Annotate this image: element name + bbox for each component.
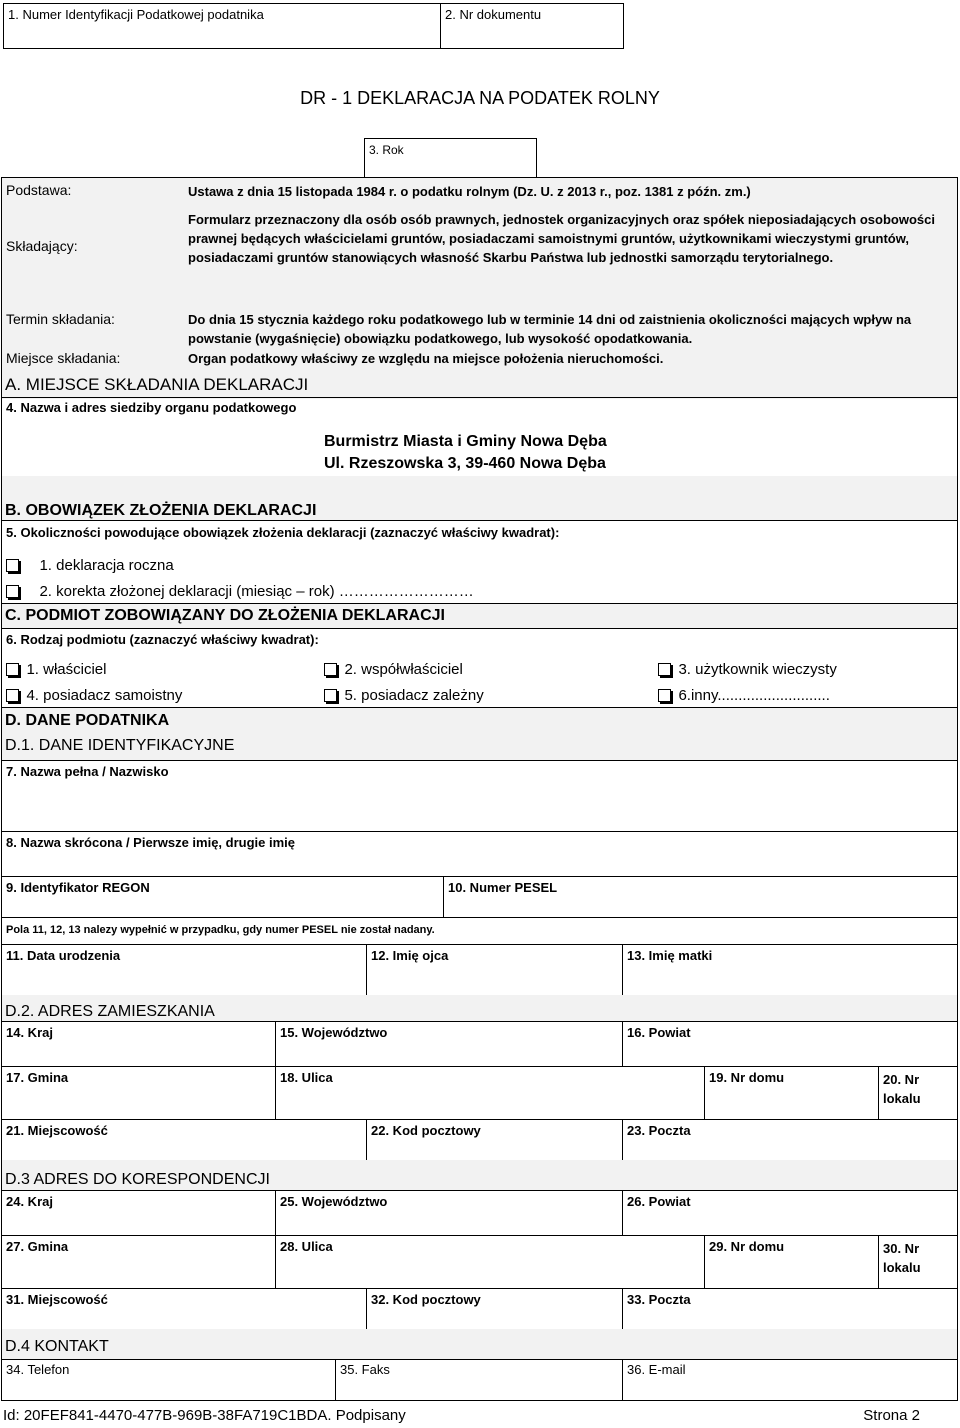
f11-label: 11. Data urodzenia xyxy=(6,948,121,963)
f15-label: 15. Województwo xyxy=(280,1025,388,1040)
f22-label: 22. Kod pocztowy xyxy=(371,1123,481,1138)
c-option-1[interactable] xyxy=(6,661,106,679)
podstawa-label: Podstawa: xyxy=(6,182,72,198)
f30-label: 30. Nr lokalu xyxy=(883,1241,921,1275)
house-number-field[interactable] xyxy=(704,1066,879,1120)
f31-label: 31. Miejscowość xyxy=(6,1292,108,1307)
f18-label: 18. Ulica xyxy=(280,1070,333,1085)
checkbox-icon[interactable] xyxy=(324,663,337,676)
c-option-5-label: 5. posiadacz zależny xyxy=(344,687,484,704)
organ-line1: Burmistrz Miasta i Gminy Nowa Dęba xyxy=(324,433,607,450)
c-option-4-label: 4. posiadacz samoistny xyxy=(26,687,183,704)
skladajacy-text: Formularz przeznaczony dla osób osób prawnych, jednostek organizacyjnych oraz spółek nieposiadających osobowości prawnej będących właścicielami gruntów, posiadaczami samoistnymi gruntów, użytkownikami wieczystymi gruntów, posiadaczami gruntów stanowiących własność Skarbu Państwa lub jednostki samorządu terytorialnego. xyxy=(188,212,935,265)
b-option-1-label: 1. deklaracja roczna xyxy=(39,557,174,574)
f23-label: 23. Poczta xyxy=(627,1123,691,1138)
phone-field[interactable] xyxy=(1,1359,336,1401)
f27-label: 27. Gmina xyxy=(6,1239,69,1254)
f16-label: 16. Powiat xyxy=(627,1025,691,1040)
f24-label: 24. Kraj xyxy=(6,1194,53,1209)
skladajacy-label: Składający: xyxy=(6,238,78,254)
c-option-2[interactable] xyxy=(324,661,463,679)
year-field[interactable] xyxy=(364,138,537,178)
post-office-field[interactable] xyxy=(622,1119,958,1161)
c-option-6-label: 6.inny........................... xyxy=(678,687,830,704)
checkbox-icon[interactable] xyxy=(658,689,671,702)
corr-street-field[interactable] xyxy=(275,1235,705,1289)
c-option-6[interactable] xyxy=(658,687,830,705)
f34-label: 34. Telefon xyxy=(6,1362,70,1377)
c-option-5[interactable] xyxy=(324,687,484,705)
fax-field[interactable] xyxy=(335,1359,623,1401)
f33-label: 33. Poczta xyxy=(627,1292,691,1307)
field6-label: 6. Rodzaj podmiotu (zaznaczyć właściwy kwadrat): xyxy=(6,632,319,647)
corr-county-field[interactable] xyxy=(622,1190,958,1236)
termin-label: Termin składania: xyxy=(6,311,115,327)
regon-field[interactable] xyxy=(1,876,444,918)
f35-label: 35. Faks xyxy=(340,1362,390,1377)
page-title: DR - 1 DEKLARACJA NA PODATEK ROLNY xyxy=(300,88,660,108)
f13-label: 13. Imię matki xyxy=(627,948,713,963)
voivodeship-field[interactable] xyxy=(275,1021,623,1067)
c-option-3-label: 3. użytkownik wieczysty xyxy=(678,661,837,678)
birthdate-field[interactable] xyxy=(1,944,367,996)
checkbox-icon[interactable] xyxy=(6,663,19,676)
field5-label: 5. Okoliczności powodujące obowiązek złożenia deklaracji (zaznaczyć właściwy kwadrat): xyxy=(6,525,560,540)
d1-title: D.1. DANE IDENTYFIKACYJNE xyxy=(5,737,235,754)
d4-title: D.4 KONTAKT xyxy=(5,1338,109,1355)
f12-label: 12. Imię ojca xyxy=(371,948,449,963)
f17-label: 17. Gmina xyxy=(6,1070,69,1085)
section-c-title: C. PODMIOT ZOBOWIĄZANY DO ZŁOŻENIA DEKLARACJI xyxy=(5,607,445,624)
checkbox-icon[interactable] xyxy=(6,689,19,702)
pesel-field[interactable] xyxy=(443,876,958,918)
doc-number-field[interactable] xyxy=(440,3,624,49)
f36-label: 36. E-mail xyxy=(627,1362,686,1377)
corr-country-field[interactable] xyxy=(1,1190,276,1236)
c-option-1-label: 1. właściciel xyxy=(26,661,107,678)
nip-field[interactable] xyxy=(3,3,441,49)
town-field[interactable] xyxy=(1,1119,367,1161)
checkbox-icon[interactable] xyxy=(6,585,19,598)
miejsce-text: Organ podatkowy właściwy ze względu na miejsce położenia nieruchomości. xyxy=(188,351,664,366)
checkbox-icon[interactable] xyxy=(324,689,337,702)
email-field[interactable] xyxy=(622,1359,958,1401)
f25-label: 25. Województwo xyxy=(280,1194,388,1209)
corr-voivodeship-field[interactable] xyxy=(275,1190,623,1236)
section-a-title: A. MIEJSCE SKŁADANIA DEKLARACJI xyxy=(5,375,309,394)
d4-header xyxy=(1,1329,958,1359)
corr-town-field[interactable] xyxy=(1,1288,367,1330)
f10-label: 10. Numer PESEL xyxy=(448,880,558,895)
year-label: 3. Rok xyxy=(369,143,404,157)
c-option-2-label: 2. współwłaściciel xyxy=(344,661,463,678)
f26-label: 26. Powiat xyxy=(627,1194,691,1209)
corr-postal-code-field[interactable] xyxy=(366,1288,623,1330)
section-d-title: D. DANE PODATNIKA xyxy=(5,712,170,729)
d3-title: D.3 ADRES DO KORESPONDENCJI xyxy=(5,1171,270,1188)
nip-label: 1. Numer Identyfikacji Podatkowej podatnika xyxy=(8,7,264,22)
corr-commune-field[interactable] xyxy=(1,1235,276,1289)
organ-line2: Ul. Rzeszowska 3, 39-460 Nowa Dęba xyxy=(324,455,606,472)
section-b-title: B. OBOWIĄZEK ZŁOŻENIA DEKLARACJI xyxy=(5,502,317,519)
corr-house-number-field[interactable] xyxy=(704,1235,879,1289)
d2-title: D.2. ADRES ZAMIESZKANIA xyxy=(5,1003,215,1020)
c-option-3[interactable] xyxy=(658,661,837,679)
postal-code-field[interactable] xyxy=(366,1119,623,1161)
f8-label: 8. Nazwa skrócona / Pierwsze imię, drugie imię xyxy=(6,835,296,850)
commune-field[interactable] xyxy=(1,1066,276,1120)
corr-apartment-number-field[interactable] xyxy=(878,1235,958,1289)
termin-text: Do dnia 15 stycznia każdego roku podatkowego lub w terminie 14 dni od zaistnienia okoliczności mających wpływ na powstanie (wygaśnięcie) obowiązku podatkowego, lub wysokość opodatkowania. xyxy=(188,312,912,346)
f32-label: 32. Kod pocztowy xyxy=(371,1292,481,1307)
f21-label: 21. Miejscowość xyxy=(6,1123,108,1138)
corr-post-office-field[interactable] xyxy=(622,1288,958,1330)
apartment-number-field[interactable] xyxy=(878,1066,958,1120)
miejsce-label: Miejsce składania: xyxy=(6,350,121,366)
short-name-field[interactable] xyxy=(1,831,958,877)
checkbox-icon[interactable] xyxy=(6,559,19,572)
country-field[interactable] xyxy=(1,1021,276,1067)
b-option-1[interactable] xyxy=(6,557,174,575)
checkbox-icon[interactable] xyxy=(658,663,671,676)
pesel-note-box xyxy=(1,917,958,945)
pesel-note: Pola 11, 12, 13 nalezy wypełnić w przypadku, gdy numer PESEL nie został nadany. xyxy=(6,924,435,936)
document-id: Id: 20FEF841-4470-477B-969B-38FA719C1BDA. Podpisany xyxy=(3,1407,406,1424)
b-option-2[interactable] xyxy=(6,583,474,601)
full-name-field[interactable] xyxy=(1,760,958,832)
page-number: Strona 2 xyxy=(863,1407,920,1424)
organ-name xyxy=(324,431,607,475)
mother-name-field[interactable] xyxy=(622,944,958,996)
county-field[interactable] xyxy=(622,1021,958,1067)
f7-label: 7. Nazwa pełna / Nazwisko xyxy=(6,764,169,779)
doc-number-label: 2. Nr dokumentu xyxy=(445,7,542,22)
f9-label: 9. Identyfikator REGON xyxy=(6,880,150,895)
f29-label: 29. Nr domu xyxy=(709,1239,785,1254)
c-option-4[interactable] xyxy=(6,687,182,705)
father-name-field[interactable] xyxy=(366,944,623,996)
f14-label: 14. Kraj xyxy=(6,1025,53,1040)
street-field[interactable] xyxy=(275,1066,705,1120)
f20-label: 20. Nr lokalu xyxy=(883,1072,921,1106)
f28-label: 28. Ulica xyxy=(280,1239,333,1254)
podstawa-text: Ustawa z dnia 15 listopada 1984 r. o podatku rolnym (Dz. U. z 2013 r., poz. 1381 z późn. zm.) xyxy=(188,184,751,199)
f19-label: 19. Nr domu xyxy=(709,1070,785,1085)
b-option-2-label: 2. korekta złożonej deklaracji (miesiąc – rok) ……………………… xyxy=(39,583,474,600)
field4-label: 4. Nazwa i adres siedziby organu podatkowego xyxy=(6,400,297,415)
